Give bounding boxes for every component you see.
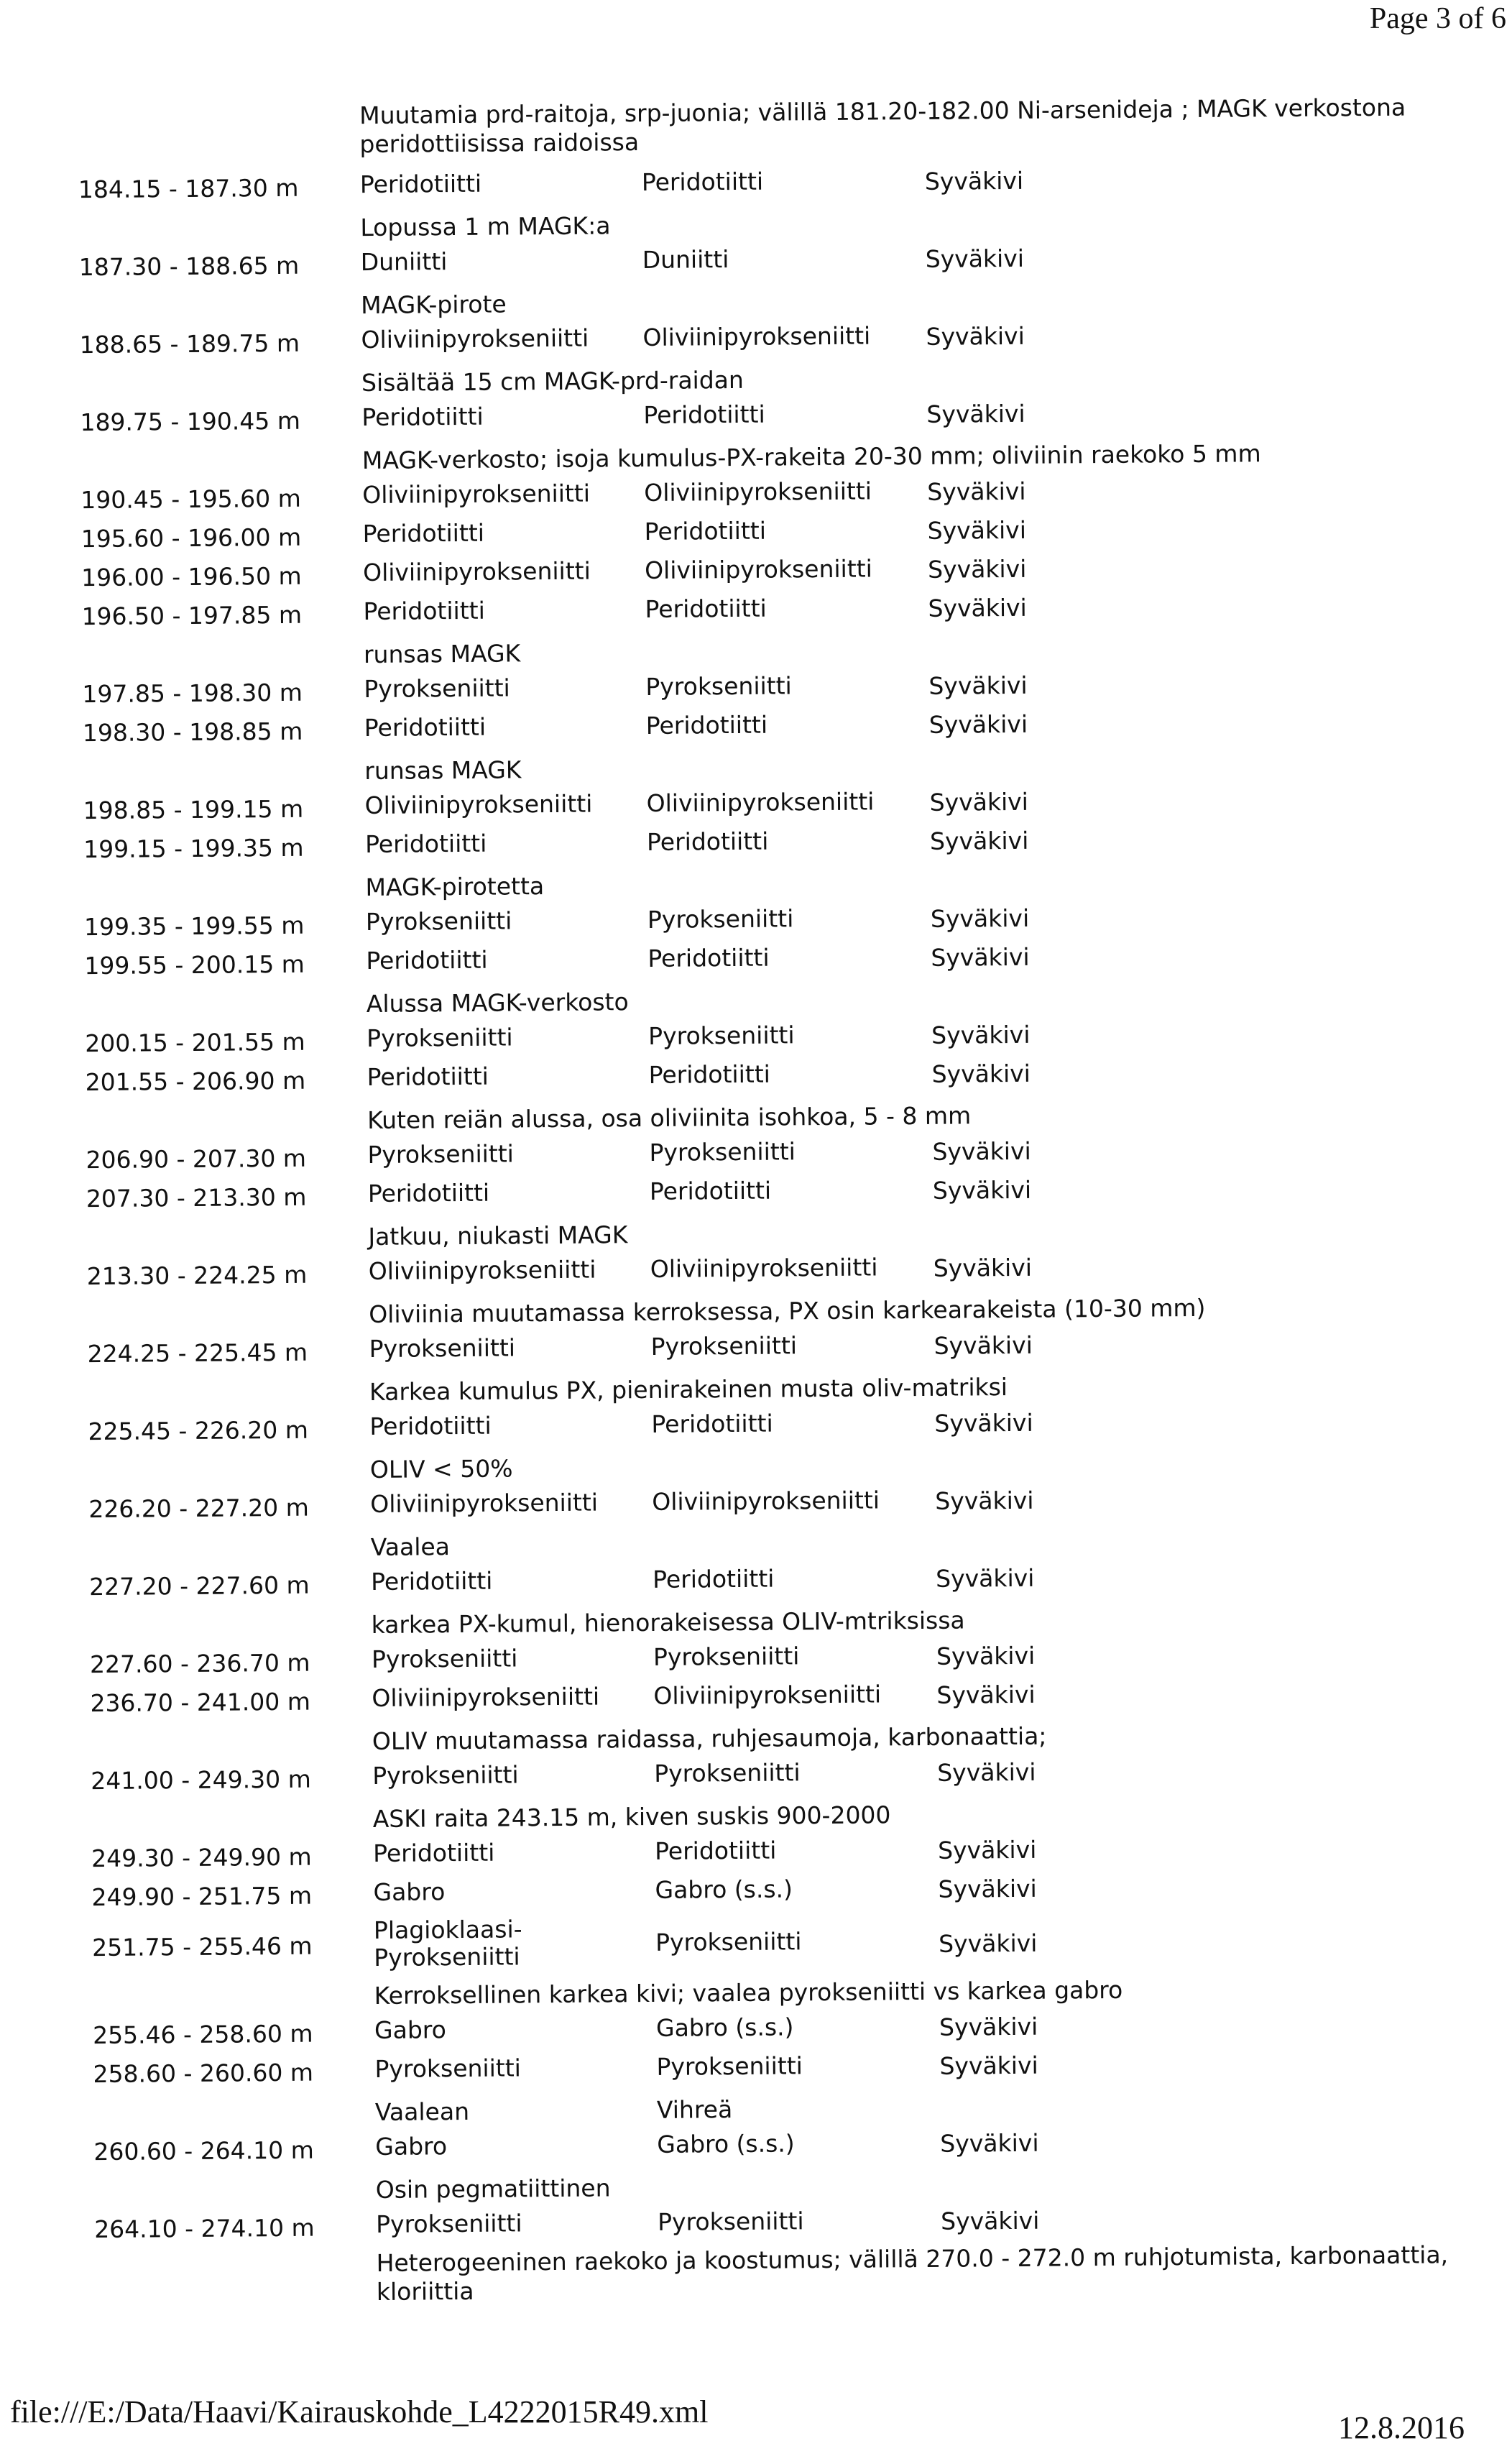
log-note: Alussa MAGK-verkosto [366, 988, 629, 1019]
rock-name: Oliviinipyrokseniitti [361, 323, 589, 354]
log-note: Vaalean [374, 2097, 470, 2126]
rock-category: Syväkivi [931, 942, 1030, 972]
rock-category: Syväkivi [929, 787, 1029, 817]
rock-class-name: Gabro (s.s.) [657, 2129, 795, 2158]
depth-interval: 197.85 - 198.30 m [82, 678, 303, 709]
rock-name: Peridotiitti [359, 169, 482, 199]
depth-interval: 224.25 - 225.45 m [87, 1338, 308, 1369]
rock-class-name: Oliviinipyrokseniitti [646, 787, 875, 817]
rock-class-name: Pyrokseniitti [645, 671, 792, 701]
rock-category: Syväkivi [937, 1835, 1037, 1865]
rock-class-name: Peridotiitti [647, 943, 770, 973]
depth-interval: 255.46 - 258.60 m [92, 2019, 313, 2050]
rock-category: Syväkivi [935, 1486, 1034, 1515]
rock-category: Syväkivi [927, 554, 1027, 584]
rock-name: Gabro [375, 2132, 448, 2161]
log-note: runsas MAGK [364, 755, 522, 786]
rock-category: Syväkivi [940, 2128, 1039, 2158]
rock-name: Gabro [374, 2015, 446, 2044]
page-number: Page 3 of 6 [1369, 2, 1506, 35]
rock-class-name: Pyrokseniitti [658, 2207, 804, 2236]
depth-interval: 199.35 - 199.55 m [83, 911, 305, 942]
rock-category: Syväkivi [932, 1136, 1031, 1166]
rock-name: Peridotiitti [364, 829, 487, 859]
rock-category: Syväkivi [928, 593, 1027, 622]
rock-category: Syväkivi [928, 709, 1028, 739]
rock-class-name: Pyrokseniitti [650, 1331, 798, 1361]
rock-class-name: Peridotiitti [651, 1409, 773, 1438]
log-note: Heterogeeninen raekoko ja koostumus; välillä 270.0 - 272.0 m ruhjotumista, karbonaattia, kloriittia [376, 2240, 1449, 2306]
rock-class-name: Gabro (s.s.) [655, 1875, 793, 1904]
log-note-line [17, 2240, 1512, 2317]
rock-name: Pyrokseniitti [371, 1644, 518, 1674]
rock-name: Pyrokseniitti [372, 1760, 519, 1790]
depth-interval: 199.55 - 200.15 m [84, 950, 305, 980]
rock-category: Syväkivi [932, 1175, 1032, 1205]
log-note: MAGK-pirotetta [365, 872, 545, 902]
rock-category: Syväkivi [938, 1928, 1038, 1958]
rock-name: Pyrokseniitti [364, 673, 510, 704]
log-note: Jatkuu, niukasti MAGK [368, 1220, 628, 1251]
log-note: OLIV < 50% [369, 1454, 513, 1484]
depth-interval: 225.45 - 226.20 m [88, 1415, 309, 1446]
rock-class-name: Pyrokseniitti [656, 2051, 803, 2081]
depth-interval: 260.60 - 264.10 m [93, 2135, 314, 2166]
depth-interval: 249.30 - 249.90 m [91, 1842, 312, 1873]
depth-interval: 198.85 - 199.15 m [83, 794, 304, 825]
rock-name: Duniitti [360, 247, 448, 277]
log-note: Osin pegmatiittinen [375, 2174, 611, 2204]
rock-class-name: Pyrokseniitti [649, 1137, 796, 1167]
depth-interval: 188.65 - 189.75 m [79, 328, 300, 359]
rock-category: Syväkivi [939, 2051, 1038, 2080]
rock-category: Syväkivi [926, 321, 1025, 351]
rock-name: Oliviinipyrokseniitti [370, 1488, 599, 1519]
depth-interval: 241.00 - 249.30 m [91, 1765, 311, 1796]
depth-interval: 190.45 - 195.60 m [80, 484, 301, 515]
log-note: Kerroksellinen karkea kivi; vaalea pyrokseniitti vs karkea gabro [374, 1975, 1123, 2010]
rock-category: Syväkivi [931, 1059, 1031, 1088]
rock-class-name: Oliviinipyrokseniitti [652, 1486, 880, 1516]
rock-class-name: Pyrokseniitti [653, 1642, 800, 1671]
log-note: runsas MAGK [363, 639, 521, 669]
rock-class-name: Duniitti [642, 245, 729, 274]
rock-category: Syväkivi [929, 826, 1029, 855]
rock-name: Peridotiitti [369, 1411, 492, 1441]
rock-name: Pyrokseniitti [369, 1333, 516, 1364]
depth-interval: 196.50 - 197.85 m [81, 600, 303, 631]
depth-interval: 198.30 - 198.85 m [82, 717, 303, 748]
rock-category: Syväkivi [933, 1253, 1033, 1282]
rock-category: Syväkivi [935, 1563, 1035, 1593]
depth-interval: 264.10 - 274.10 m [94, 2213, 315, 2244]
depth-interval: 227.60 - 236.70 m [89, 1648, 310, 1679]
rock-name: Oliviinipyrokseniitti [364, 789, 593, 820]
rock-name: Pyrokseniitti [365, 906, 512, 937]
log-note: Kuten reiän alussa, osa oliviinita isohkoa, 5 - 8 mm [367, 1101, 972, 1135]
rock-category: Syväkivi [937, 1757, 1036, 1787]
rock-name: Pyrokseniitti [367, 1139, 515, 1169]
depth-interval: 189.75 - 190.45 m [80, 406, 301, 437]
rock-category: Syväkivi [927, 515, 1027, 545]
depth-interval: 236.70 - 241.00 m [90, 1687, 311, 1718]
rock-category: Syväkivi [927, 477, 1026, 506]
depth-interval: 199.15 - 199.35 m [83, 833, 304, 864]
rock-name: Peridotiitti [367, 1178, 490, 1208]
rock-class-name: Peridotiitti [645, 710, 768, 740]
log-note: karkea PX-kumul, hienorakeisessa OLIV-mtriksissa [371, 1606, 965, 1640]
rock-category: Syväkivi [936, 1680, 1036, 1709]
rock-name: Peridotiitti [366, 945, 488, 975]
rock-category: Syväkivi [939, 2012, 1038, 2041]
file-path: file:///E:/Data/Haavi/Kairauskohde_L4222015R49.xml [10, 2394, 709, 2429]
depth-interval: 251.75 - 255.46 m [91, 1931, 313, 1962]
rock-class-name: Peridotiitti [652, 1564, 775, 1594]
rock-class-name: Peridotiitti [654, 1836, 777, 1865]
depth-interval: 200.15 - 201.55 m [85, 1027, 305, 1058]
rock-name: Peridotiitti [362, 518, 485, 548]
depth-interval: 226.20 - 227.20 m [88, 1493, 309, 1524]
log-note: MAGK-pirote [361, 290, 507, 320]
depth-interval: 213.30 - 224.25 m [86, 1260, 308, 1291]
depth-interval: 196.00 - 196.50 m [81, 561, 302, 592]
rock-category: Syväkivi [925, 244, 1025, 273]
depth-interval: 187.30 - 188.65 m [78, 251, 300, 282]
rock-name: Pyrokseniitti [367, 1023, 513, 1053]
depth-interval: 201.55 - 206.90 m [85, 1066, 306, 1097]
print-date: 12.8.2016 [1338, 2410, 1465, 2445]
depth-interval: 195.60 - 196.00 m [80, 523, 302, 553]
rock-name: Gabro [373, 1877, 446, 1906]
log-note-secondary: Vihreä [656, 2095, 733, 2124]
intro-note: Muutamia prd-raitoja, srp-juonia; välillä 181.20-182.00 Ni-arsenideja ; MAGK verkostona peridottiisissa raidoissa [359, 93, 1406, 159]
rock-category: Syväkivi [934, 1330, 1033, 1360]
drill-log [0, 92, 1512, 2316]
rock-name: Peridotiitti [363, 596, 485, 626]
log-note: ASKI raita 243.15 m, kiven suskis 900-2000 [372, 1801, 891, 1833]
rock-class-name: Peridotiitti [646, 827, 769, 856]
log-note: Karkea kumulus PX, pienirakeinen musta oliv-matriksi [369, 1373, 1008, 1407]
log-note: Oliviinia muutamassa kerroksessa, PX osin karkearakeista (10-30 mm) [369, 1293, 1206, 1329]
log-note: Sisältää 15 cm MAGK-prd-raidan [361, 365, 744, 397]
rock-category: Syväkivi [924, 166, 1024, 196]
rock-name: Oliviinipyrokseniitti [372, 1682, 600, 1713]
log-note: OLIV muutamassa raidassa, ruhjesaumoja, karbonaattia; [372, 1721, 1047, 1756]
rock-name: Pyrokseniitti [374, 2054, 522, 2083]
rock-name: Oliviinipyrokseniitti [368, 1255, 596, 1286]
rock-class-name: Oliviinipyrokseniitti [644, 477, 872, 507]
rock-name: Peridotiitti [372, 1838, 495, 1867]
depth-interval: 258.60 - 260.60 m [93, 2058, 314, 2089]
rock-class-name: Peridotiitti [645, 594, 767, 623]
depth-interval: 207.30 - 213.30 m [86, 1182, 307, 1213]
rock-class-name: Peridotiitti [643, 400, 765, 429]
log-note: Lopussa 1 m MAGK:a [360, 211, 611, 242]
intro-note-line [0, 92, 1512, 173]
page-footer [0, 2394, 1512, 2445]
rock-name: Plagioklaasi- Pyrokseniitti [373, 1915, 522, 1972]
rock-class-name: Pyrokseniitti [654, 1758, 801, 1788]
rock-category: Syväkivi [938, 1874, 1037, 1903]
rock-class-name: Pyrokseniitti [647, 904, 794, 934]
depth-interval: 249.90 - 251.75 m [91, 1881, 313, 1912]
log-row [14, 1908, 1512, 1980]
rock-category: Syväkivi [928, 671, 1028, 700]
rock-name: Peridotiitti [364, 712, 487, 742]
rock-class-name: Peridotiitti [648, 1059, 771, 1089]
rock-name: Pyrokseniitti [376, 2209, 522, 2238]
rock-class-name: Peridotiitti [644, 516, 767, 546]
rock-class-name: Gabro (s.s.) [655, 2013, 794, 2042]
rock-category: Syväkivi [941, 2206, 1040, 2235]
rock-name: Oliviinipyrokseniitti [362, 479, 591, 510]
rock-name: Peridotiitti [371, 1566, 493, 1596]
rock-class-name: Oliviinipyrokseniitti [644, 554, 872, 584]
rock-class-name: Pyrokseniitti [655, 1927, 802, 1957]
rock-category: Syväkivi [930, 904, 1030, 933]
rock-class-name: Oliviinipyrokseniitti [650, 1253, 878, 1283]
rock-class-name: Pyrokseniitti [648, 1021, 795, 1050]
rock-name: Oliviinipyrokseniitti [362, 556, 591, 587]
depth-interval: 206.90 - 207.30 m [86, 1144, 307, 1174]
rock-category: Syväkivi [936, 1641, 1036, 1670]
rock-name: Peridotiitti [367, 1062, 489, 1092]
rock-category: Syväkivi [934, 1408, 1033, 1438]
rock-category: Syväkivi [931, 1020, 1031, 1049]
rock-class-name: Oliviinipyrokseniitti [653, 1680, 882, 1710]
depth-interval: 184.15 - 187.30 m [78, 173, 299, 204]
rock-category: Syväkivi [926, 399, 1025, 428]
log-note: Vaalea [370, 1532, 451, 1562]
log-note: MAGK-verkosto; isoja kumulus-PX-rakeita 20-30 mm; oliviinin raekoko 5 mm [361, 439, 1261, 475]
rock-class-name: Peridotiitti [649, 1176, 772, 1205]
rock-class-name: Oliviinipyrokseniitti [642, 321, 871, 351]
rock-name: Peridotiitti [361, 402, 484, 432]
depth-interval: 227.20 - 227.60 m [89, 1571, 310, 1601]
rock-class-name: Peridotiitti [641, 167, 764, 196]
